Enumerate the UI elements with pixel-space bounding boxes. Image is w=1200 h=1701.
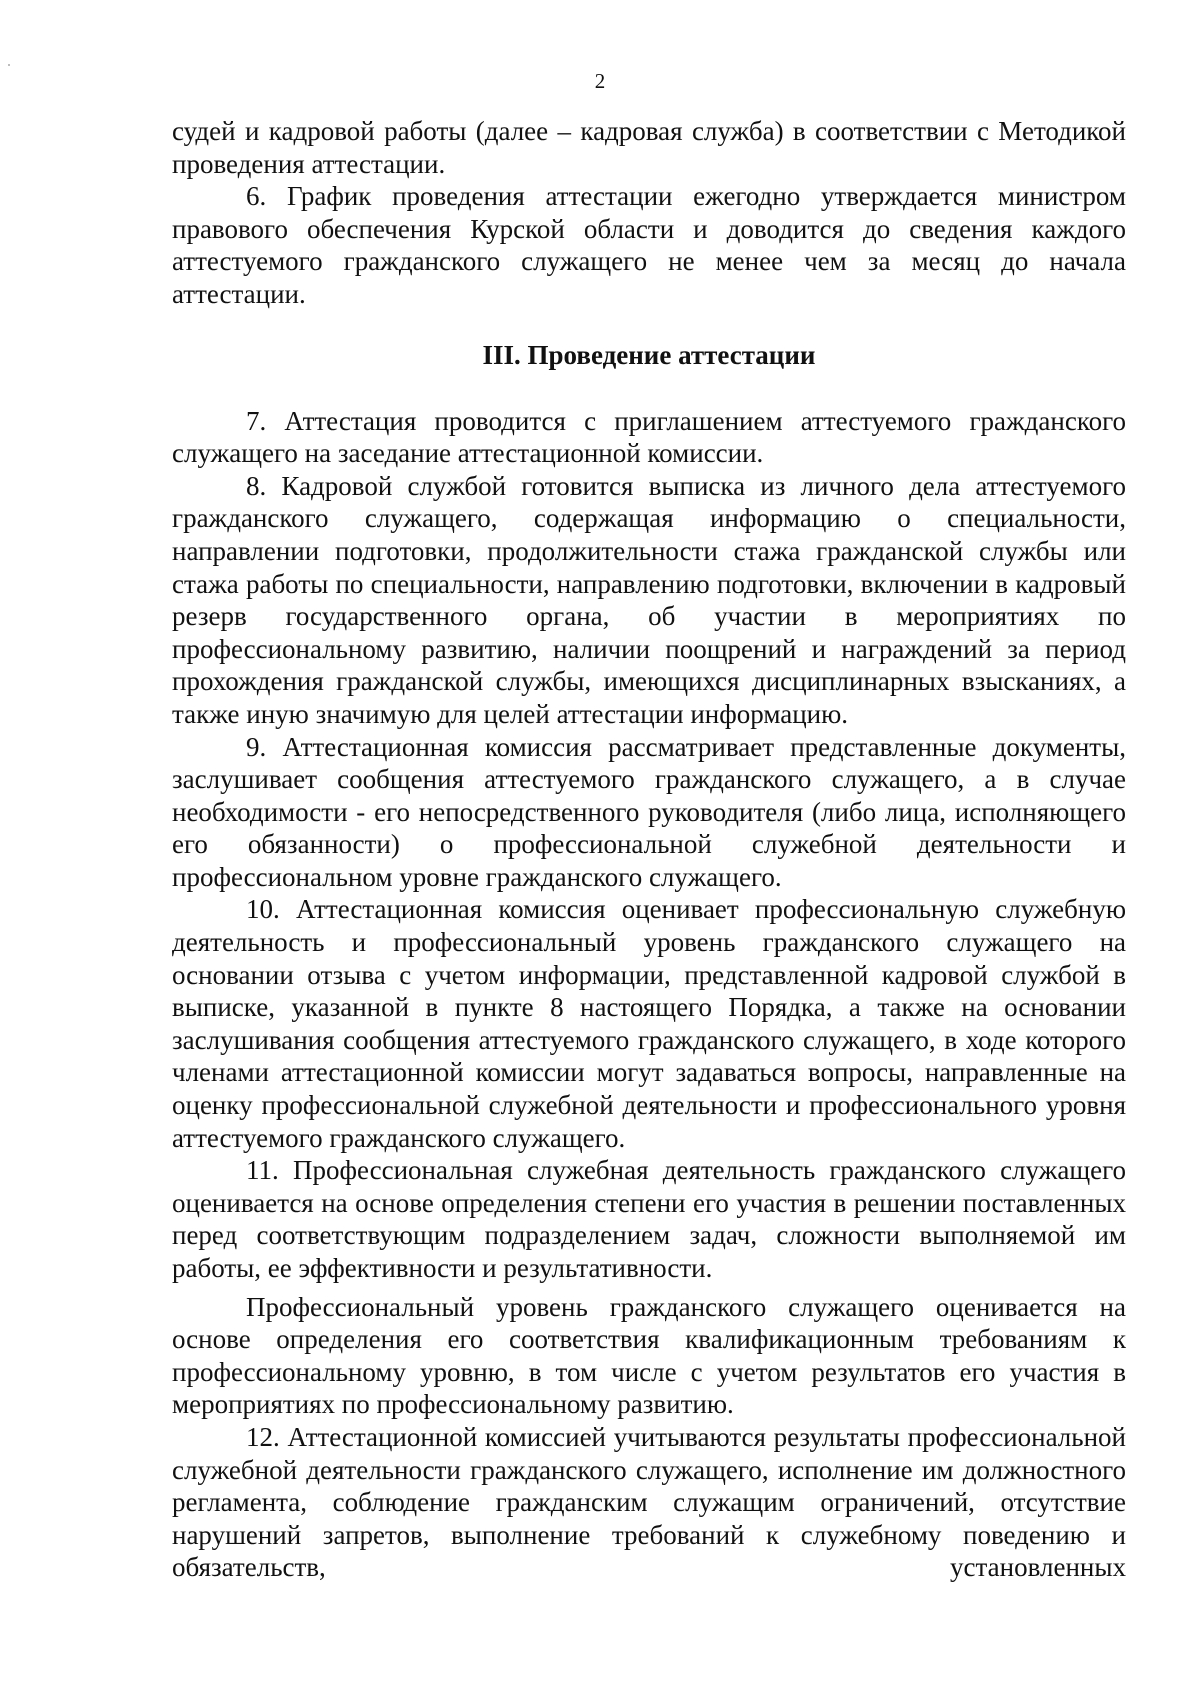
paragraph-6: 6. График проведения аттестации ежегодно утверждается министром правового обеспечения Курской области и доводится до сведения каждого аттестуемого гражданского служащего не менее чем за месяц до начала аттестации. bbox=[172, 181, 1126, 309]
paragraph-11: 11. Профессиональная служебная деятельность гражданского служащего оценивается на основе определения степени его участия в решении поставленных перед соответствующим подразделением задач, сложности выполняемой им работы, ее эффективности и результативности. bbox=[172, 1155, 1126, 1283]
paragraph-continuation: судей и кадровой работы (далее – кадровая служба) в соответствии с Методикой проведения аттестации. bbox=[172, 116, 1126, 179]
paragraph-11-continuation: Профессиональный уровень гражданского служащего оценивается на основе определения его соответствия квалификационным требованиям к профессиональному уровню, в том числе с учетом результатов его участия в мероприятиях по профессиональному развитию. bbox=[172, 1291, 1126, 1420]
section-heading: III. Проведение аттестации bbox=[482, 339, 816, 370]
paragraph-7: 7. Аттестация проводится с приглашением аттестуемого гражданского служащего на заседание аттестационной комиссии. bbox=[172, 405, 1126, 469]
paragraph-9: 9. Аттестационная комиссия рассматривает представленные документы, заслушивает сообщения аттестуемого гражданского служащего, а в случае необходимости - его непосредственного руководителя (либо лица, исполняющего его обязанности) о профессиональной служебной деятельности и профессиональном уровне гражданского служащего. bbox=[172, 731, 1126, 892]
paragraph-8: 8. Кадровой службой готовится выписка из личного дела аттестуемого гражданского служащего, содержащая информацию о специальности, направлении подготовки, продолжительности стажа гражданской службы или стажа работы по специальности, направлению подготовки, включении в кадровый резерв государственного органа, об участии в мероприятиях по профессиональному развитию, наличии поощрений и награждений за период прохождения гражданской службы, имеющихся дисциплинарных взысканиях, а также иную значимую для целей аттестации информацию. bbox=[172, 470, 1126, 729]
page-number: 2 bbox=[594, 69, 606, 93]
paragraph-10: 10. Аттестационная комиссия оценивает профессиональную служебную деятельность и профессиональный уровень гражданского служащего на основании отзыва с учетом информации, представленной кадровой службой в выписке, указанной в пункте 8 настоящего Порядка, а также на основании заслушивания сообщения аттестуемого гражданского служащего, в ходе которого членами аттестационной комиссии могут задаваться вопросы, направленные на оценку профессиональной служебной деятельности и профессионального уровня аттестуемого гражданского служащего. bbox=[172, 894, 1126, 1153]
document-body bbox=[172, 115, 1126, 1584]
paragraph-12: 12. Аттестационной комиссией учитываются результаты профессиональной служебной деятельности гражданского служащего, исполнение им должностного регламента, соблюдение гражданским служащим ограничений, отсутствие нарушений запретов, выполнение требований к служебному поведению и обязательств, установленных bbox=[172, 1421, 1126, 1583]
scan-mark bbox=[8, 64, 10, 66]
